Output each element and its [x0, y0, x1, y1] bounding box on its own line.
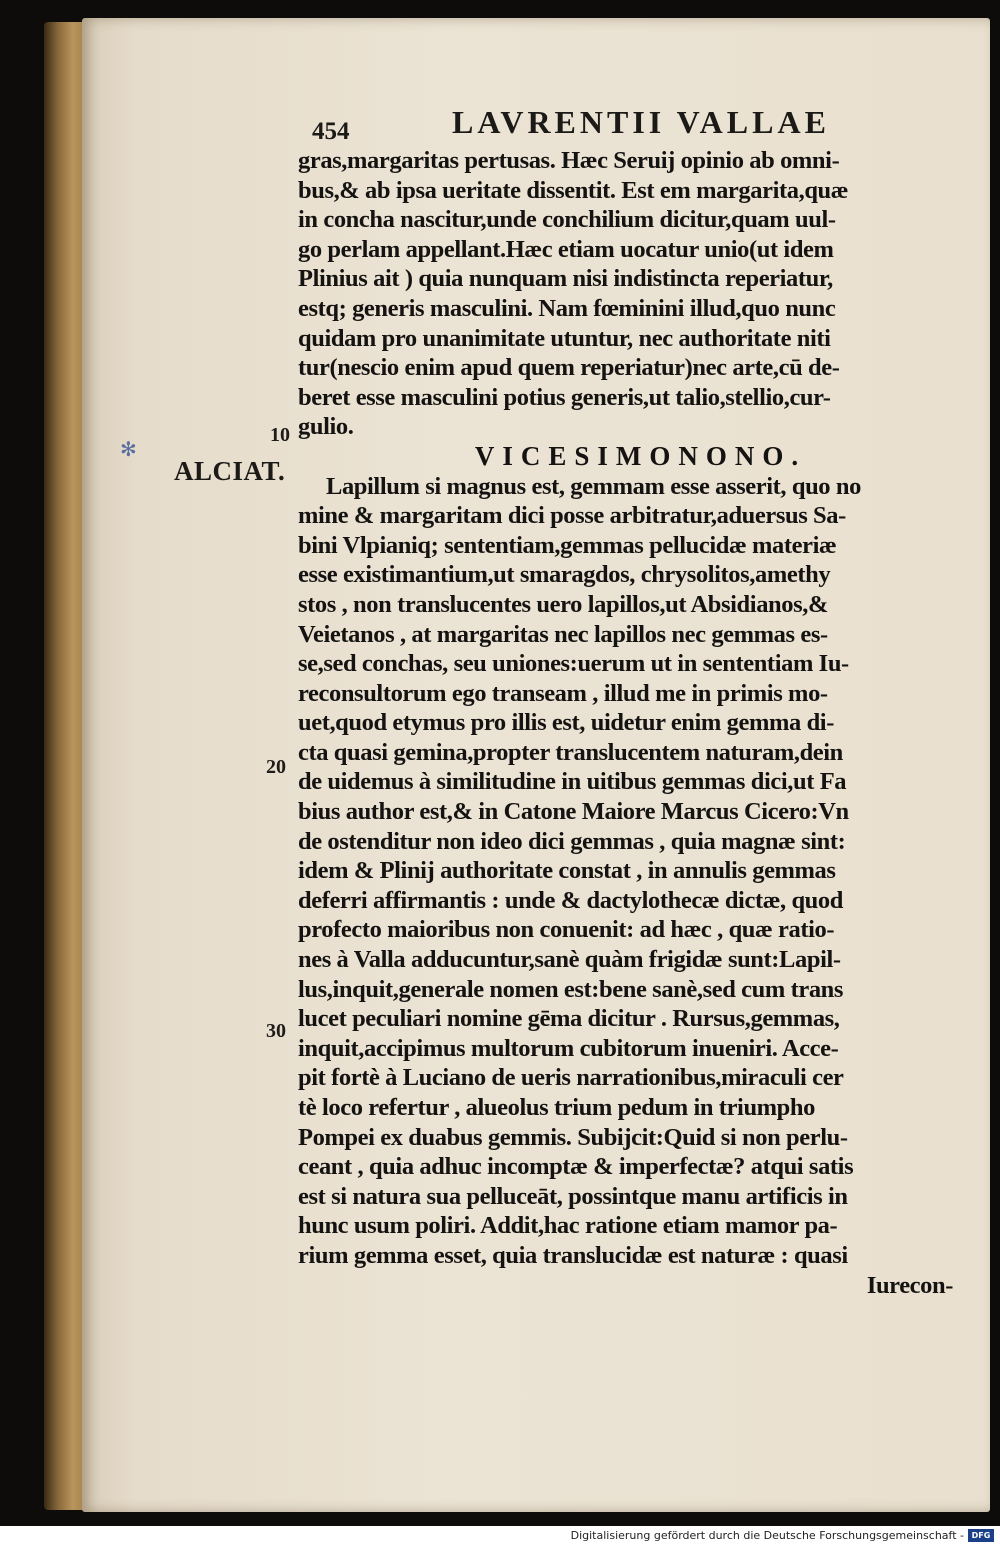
- text-line: quidam pro unanimitate utuntur, nec authoritate niti: [298, 324, 831, 352]
- text-line: idem & Plinij authoritate constat , in annulis gemmas: [298, 857, 836, 885]
- text-line: bus,& ab ipsa ueritate dissentit. Est em margarita,quæ: [298, 176, 849, 204]
- marginal-note-alciat: ALCIAT.: [174, 456, 286, 486]
- text-line: deferri affirmantis : unde & dactylothecæ dictæ, quod: [298, 886, 843, 914]
- running-head: [312, 104, 872, 144]
- text-line: Pompei ex duabus gemmis. Subijcit:Quid si non perlu-: [298, 1123, 848, 1151]
- text-line: est si natura sua pelluceāt, possintque manu artificis in: [298, 1182, 848, 1210]
- page-number: 454: [312, 118, 350, 145]
- text-line: rium gemma esset, quia translucidæ est naturæ : quasi: [298, 1241, 848, 1269]
- text-line: go perlam appellant.Hæc etiam uocatur unio(ut idem: [298, 235, 834, 263]
- running-title: LAVRENTII VALLAE: [452, 104, 830, 140]
- text-line: Lapillum si magnus est, gemmam esse asserit, quo no: [326, 472, 861, 500]
- text-line: inquit,accipimus multorum cubitorum inueniri. Acce-: [298, 1034, 839, 1062]
- text-line: lucet peculiari nomine gēma dicitur . Rursus,gemmas,: [298, 1005, 840, 1033]
- text-line: beret esse masculini potius generis,ut talio,stellio,cur-: [298, 383, 831, 411]
- text-line: uet,quod etymus pro illis est, uidetur enim gemma di-: [298, 709, 834, 737]
- text-line: tur(nescio enim apud quem reperiatur)nec arte,cū de-: [298, 354, 840, 382]
- text-line: hunc usum poliri. Addit,hac ratione etiam mamor pa-: [298, 1212, 838, 1240]
- section-title: VICESIMONONO.: [474, 441, 807, 471]
- dfg-logo-icon[interactable]: DFG: [968, 1529, 994, 1542]
- text-line: gras,margaritas pertusas. Hæc Seruij opinio ab omni-: [298, 147, 840, 174]
- text-line: de uidemus à similitudine in uitibus gemmas dici,ut Fa: [298, 768, 847, 796]
- text-line: estq; generis masculini. Nam fœminini illud,quo nunc: [298, 294, 836, 322]
- text-line: stos , non translucentes uero lapillos,ut Absidianos,&: [298, 590, 828, 618]
- text-line: gulio.: [298, 413, 354, 441]
- text-line: se,sed conchas, seu uniones:uerum ut in sententiam Iu-: [298, 650, 849, 678]
- text-line: esse existimantium,ut smaragdos, chrysolitos,amethy: [298, 561, 831, 589]
- catchword: Iurecon-: [866, 1271, 953, 1299]
- text-line: in concha nascitur,unde conchilium dicitur,quam uul-: [298, 206, 836, 234]
- text-line: Plinius ait ) quia nunquam nisi indistincta reperiatur,: [298, 265, 833, 293]
- line-number-20: 20: [266, 756, 286, 778]
- line-number-30: 30: [266, 1020, 286, 1042]
- main-text-block: [298, 146, 953, 1300]
- digitization-footer: [0, 1526, 1000, 1546]
- text-line: pit fortè à Luciano de ueris narrationibus,miraculi cer: [298, 1064, 844, 1092]
- text-line: reconsultorum ego transeam , illud me in primis mo-: [298, 679, 828, 707]
- text-line: cta quasi gemina,propter translucentem naturam,dein: [298, 738, 843, 766]
- text-line: bini Vlpianiq; sententiam,gemmas pellucidæ materiæ: [298, 531, 837, 559]
- text-line: bius author est,& in Catone Maiore Marcus Cicero:Vn: [298, 798, 849, 826]
- footer-credit[interactable]: Digitalisierung gefördert durch die Deutsche Forschungsgemeinschaft -: [570, 1529, 964, 1542]
- line-number-10: 10: [270, 424, 290, 446]
- text-line: lus,inquit,generale nomen est:bene sanè,sed cum trans: [298, 975, 844, 1003]
- text-line: tè loco refertur , alueolus trium pedum in triumpho: [298, 1094, 815, 1121]
- text-line: de ostenditur non ideo dici gemmas , quia magnæ sint:: [298, 827, 846, 855]
- ink-stain-icon: ✻: [120, 439, 137, 461]
- text-line: mine & margaritam dici posse arbitratur,aduersus Sa-: [298, 502, 846, 530]
- text-line: ceant , quia adhuc incomptæ & imperfectæ? atqui satis: [298, 1153, 854, 1181]
- text-line: Veietanos , at margaritas nec lapillos nec gemmas es-: [298, 620, 828, 648]
- text-line: profecto maioribus non conuenit: ad hæc , quæ ratio-: [298, 916, 835, 944]
- text-line: nes à Valla adducuntur,sanè quàm frigidæ sunt:Lapil-: [298, 946, 841, 974]
